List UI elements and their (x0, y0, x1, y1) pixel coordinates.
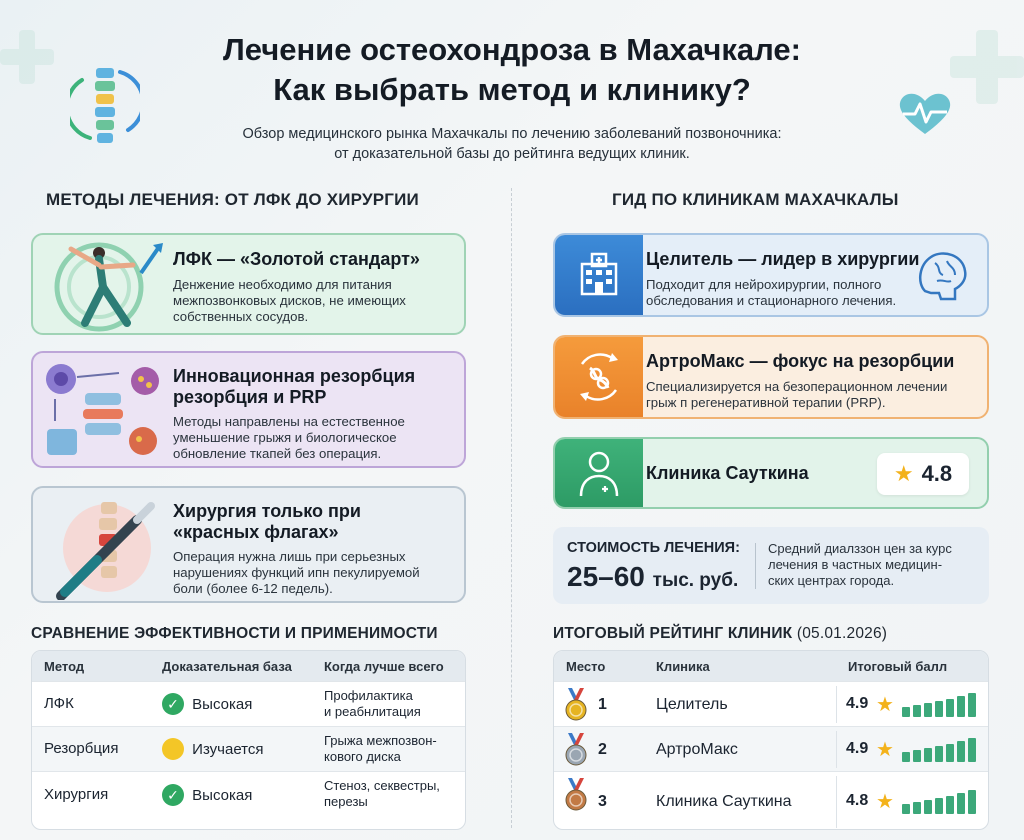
score-bar (968, 738, 976, 762)
score-bars (902, 693, 976, 717)
price-block (553, 527, 989, 604)
method-desc-line: межпозвонковых дисков, не имеющих (173, 293, 406, 308)
brain-icon (913, 247, 971, 305)
clinic-desc-line: грыж п регенеративной терапии (PRP). (646, 395, 886, 410)
score-bar (913, 802, 921, 814)
when-line: Стеноз, секвестры, (324, 778, 440, 793)
clinic-cell: Клиника Сауткина (656, 793, 792, 810)
clinic-card-sautkin (553, 437, 989, 509)
method-cell: ЛФК (44, 695, 74, 712)
column-header: Метод (44, 659, 85, 674)
price-value: 25–60 (567, 561, 645, 592)
doctor-icon (575, 448, 623, 498)
table-header (554, 651, 988, 681)
in-progress-dot-icon (162, 738, 184, 760)
star-icon: ★ (876, 738, 894, 761)
when-line: кового диска (324, 749, 401, 764)
column-separator (836, 686, 837, 723)
scalpel-spine-icon (47, 496, 167, 600)
score-cell: 4.9 (846, 739, 869, 757)
score-bar (957, 793, 965, 814)
method-card-surgery (31, 486, 466, 603)
clinic-desc-line: Подходит для нейрохирургии, полного (646, 277, 882, 292)
price-desc (768, 541, 978, 589)
price-separator (755, 543, 756, 589)
ranking-row (554, 771, 988, 830)
score-bar (968, 693, 976, 717)
methods-heading: МЕТОДЫ ЛЕЧЕНИЯ: ОТ ЛФК ДО ХИРУРГИИ (46, 190, 419, 209)
score-cell: 4.8 (846, 792, 869, 809)
comparison-table (31, 650, 466, 830)
page-subtitle-line2: от доказательной базы до рейтинга ведущих клиник. (334, 146, 690, 162)
score-bars (902, 790, 976, 814)
joint-icon (572, 350, 626, 404)
place-cell: 1 (598, 695, 607, 713)
clinic-cell: АртроМакс (656, 740, 738, 758)
method-card-lfk (31, 233, 466, 335)
rating-badge (877, 453, 969, 495)
clinic-card-tselitel (553, 233, 989, 317)
score-cell: 4.9 (846, 694, 869, 712)
score-bar (902, 707, 910, 717)
page-subtitle-line1: Обзор медицинского рынка Махачкалы по лечению заболеваний позвоночника: (242, 126, 782, 142)
method-cell: Резорбция (44, 740, 119, 757)
price-unit: тыс. руб. (652, 570, 739, 591)
score-bar (924, 748, 932, 762)
place-cell: 2 (598, 740, 607, 758)
method-desc-line: Операция нужна лишь при серьезных (173, 549, 406, 564)
method-title-line: «красных флагах» (173, 522, 339, 542)
ranking-date: (05.01.2026) (796, 625, 888, 642)
when-cell (324, 778, 440, 810)
table-row (32, 681, 465, 726)
price-label: СТОИМОСТЬ ЛЕЧЕНИЯ: (567, 540, 740, 556)
ranking-row (554, 681, 988, 726)
method-desc-line: боли (более 6-12 педель). (173, 581, 333, 596)
score-bar (913, 750, 921, 762)
clinics-heading: ГИД ПО КЛИНИКАМ МАХАЧКАЛЫ (612, 190, 899, 209)
table-row (32, 726, 465, 771)
score-bar (957, 741, 965, 762)
clinic-cell: Целитель (656, 695, 728, 713)
column-separator (836, 776, 837, 828)
score-bar (935, 798, 943, 814)
price-desc-line: лечения в частных медицин- (768, 557, 943, 572)
method-desc-line: собственных сосудов. (173, 309, 309, 324)
star-icon: ★ (876, 693, 894, 716)
medal-icon (562, 778, 590, 812)
ranking-heading-title: ИТОГОВЫЙ РЕЙТИНГ КЛИНИК (553, 625, 793, 642)
price-desc-line: Средний диалззон цен за курс (768, 541, 952, 556)
page-title-line1: Лечение остеохондроза в Махачкале: (223, 32, 801, 67)
star-icon: ★ (876, 791, 894, 813)
column-header: Клиника (656, 659, 710, 674)
score-bar (924, 703, 932, 717)
check-icon: ✓ (162, 693, 184, 715)
table-row (32, 771, 465, 830)
method-desc-line: нарушениях функций ипн пекулируемой (173, 565, 420, 580)
column-divider (511, 188, 512, 828)
comparison-heading: СРАВНЕНИЕ ЭФФЕКТИВНОСТИ И ПРИМЕНИМОСТИ (31, 625, 438, 642)
when-line: и реабнлитация (324, 704, 421, 719)
clinic-card-artromax (553, 335, 989, 419)
page-title-line2: Как выбрать метод и клинику? (273, 72, 751, 107)
medal-icon (562, 733, 590, 767)
price-value-row (567, 561, 738, 593)
clinic-title: АртроМакс — фокус на резорбции (646, 351, 955, 371)
score-bars (902, 738, 976, 762)
method-title-line: резорбция и PRP (173, 387, 327, 407)
score-bar (946, 744, 954, 762)
hospital-icon (574, 250, 624, 300)
evidence-cell (162, 693, 252, 715)
method-desc-line: обновление ткапей без операция. (173, 446, 382, 461)
column-separator (836, 731, 837, 768)
medal-icon (562, 688, 590, 722)
column-header: Место (566, 659, 606, 674)
evidence-cell (162, 738, 264, 760)
evidence-text: Изучается (192, 740, 264, 758)
clinic-title: Целитель — лидер в хирургии (646, 249, 920, 269)
when-line: Профилактика (324, 688, 413, 703)
score-bar (946, 796, 954, 814)
ranking-table (553, 650, 989, 830)
score-bar (957, 696, 965, 717)
star-icon: ★ (893, 461, 914, 486)
method-title-line: Инновационная резорбция (173, 366, 416, 386)
check-icon: ✓ (162, 784, 184, 806)
evidence-text: Высокая (192, 786, 253, 804)
clinic-title: Клиника Сауткина (646, 463, 809, 483)
score-bar (946, 699, 954, 717)
column-header: Когда лучше всего (324, 659, 444, 674)
score-bar (913, 705, 921, 717)
score-bar (902, 752, 910, 762)
table-header (32, 651, 465, 681)
method-desc-line: Методы направлены на естественное (173, 414, 405, 429)
place-cell: 3 (598, 793, 607, 810)
column-header: Итоговый балл (848, 659, 948, 674)
score-bar (924, 800, 932, 814)
when-line: Грыжа межпозвон- (324, 733, 437, 748)
evidence-cell (162, 784, 252, 806)
score-bar (902, 804, 910, 814)
method-title-line: Хирургия только при (173, 501, 361, 521)
clinic-desc-line: обследования и стационарного лечения. (646, 293, 897, 308)
score-bar (935, 746, 943, 762)
cells-disc-icon (39, 359, 169, 464)
method-desc-line: Денжение необходимо для питания (173, 277, 392, 292)
method-title: ЛФК — «Золотой стандарт» (173, 249, 420, 269)
score-bar (935, 701, 943, 717)
when-cell (324, 733, 437, 765)
score-bar (968, 790, 976, 814)
exercise-figure-icon (41, 235, 171, 335)
ranking-row (554, 726, 988, 771)
ranking-heading (553, 625, 887, 643)
method-desc-line: уменьшение грыжя и биологическое (173, 430, 397, 445)
clinic-desc-line: Специализируется на безоперационном лечении (646, 379, 948, 394)
method-cell: Хирургия (44, 786, 109, 803)
method-card-resorption (31, 351, 466, 468)
when-cell (324, 688, 421, 720)
price-desc-line: ских центрах города. (768, 573, 895, 588)
evidence-text: Высокая (192, 695, 253, 713)
rating-value: 4.8 (921, 461, 953, 486)
column-header: Доказательная база (162, 659, 292, 674)
when-line: перезы (324, 794, 368, 809)
